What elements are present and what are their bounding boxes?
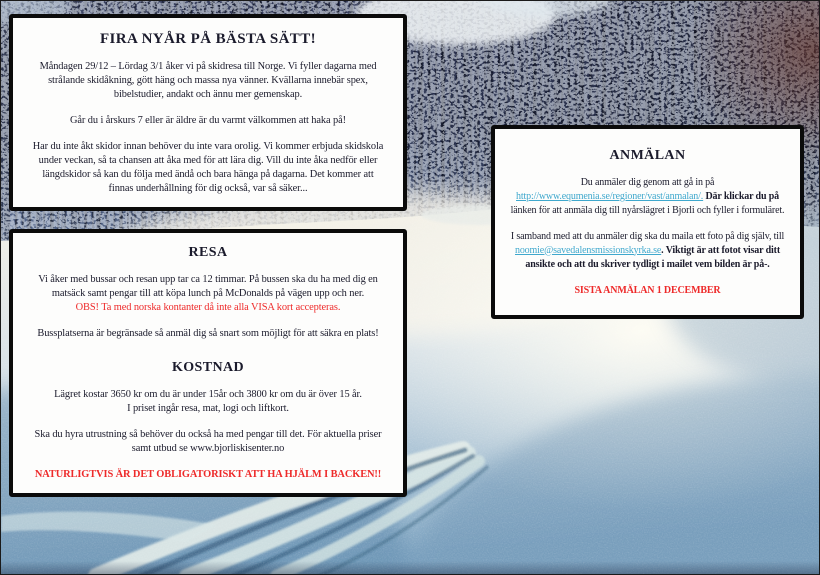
kostnad-rental-note: Ska du hyra utrustning så behöver du också ha med pengar till det. För aktuella priser samt utbud se www.bjorliskisenter.no [34,429,382,454]
anmalan-title: ANMÄLAN [609,147,686,163]
anmalan-paragraph-1 [509,176,786,218]
intro-paragraph-2: Går du i årskurs 7 eller är äldre är du varmt välkommen att haka på! [70,114,346,126]
resa-paragraph: Vi åker med bussar och resan upp tar ca 12 timmar. På bussen ska du ha med dig en matsäck samt pengar till att köpa lunch på McDonalds på vägen upp och ner. [38,274,378,299]
kostnad-included-line: I priset ingår resa, mat, logi och liftkort. [127,403,289,414]
resa-title: RESA [188,245,228,260]
anmalan-paragraph-2 [509,230,786,272]
signup-box [491,125,804,319]
intro-title: FIRA NYÅR PÅ BÄSTA SÄTT! [99,30,317,47]
email-link[interactable]: noomie@savedalensmissionskyrka.se [514,244,662,256]
intro-box [9,14,407,211]
intro-paragraph-3: Har du inte åkt skidor innan behöver du inte vara orolig. Vi kommer erbjuda skidskola under veckan, så ta chansen att åka med för att lära dig. Vill du inte åka nedför eller längdskidor så kan du följa med ändå och bara hänga på dagarna. Det kommer att finnas underhållning för dig också, var så säker... [32,140,384,194]
anmalan-deadline: SISTA ANMÄLAN 1 DECEMBER [574,284,721,296]
kostnad-price-line: Lägret kostar 3650 kr om du är under 15år och 3800 kr om du är över 15 år. [54,389,362,400]
signup-url-link[interactable]: http://www.equmenia.se/regioner/vast/anmalan/. [516,190,704,202]
anmalan-p1-text: Du anmäler dig genom att gå in på [580,176,715,188]
anmalan-p1-bold: Där klickar du på [703,190,779,202]
kostnad-helmet-warning: NATURLIGTVIS ÄR DET OBLIGATORISKT ATT HA HJÄLM I BACKEN!! [34,469,382,480]
anmalan-p1-rest: länken för att anmäla dig till nyårslägret i Bjorli och fyller i formuläret. [510,204,785,216]
resa-seats-note: Bussplatserna är begränsade så anmäl dig så snart som möjligt för att säkra en plats! [37,328,379,339]
anmalan-p2-text: I samband med att du anmäler dig ska du maila ett foto på dig själv, till [510,230,785,242]
intro-paragraph-1: Måndagen 29/12 – Lördag 3/1 åker vi på skidresa till Norge. Vi fyller dagarna med strålande skidåkning, gött häng och massa nya vänner. Kvällarna innebär spex, bibelstudier, andakt och ännu mer gemenskap. [39,60,377,100]
anmalan-p2-bold: . Viktigt är att fotot visar ditt ansikte och att du skriver tydligt i mailet vem bilden är på-. [525,244,781,270]
resa-cash-warning: OBS! Ta med norska kontanter då inte alla VISA kort accepteras. [75,302,341,313]
travel-cost-box [9,229,407,497]
kostnad-title: KOSTNAD [171,360,245,375]
